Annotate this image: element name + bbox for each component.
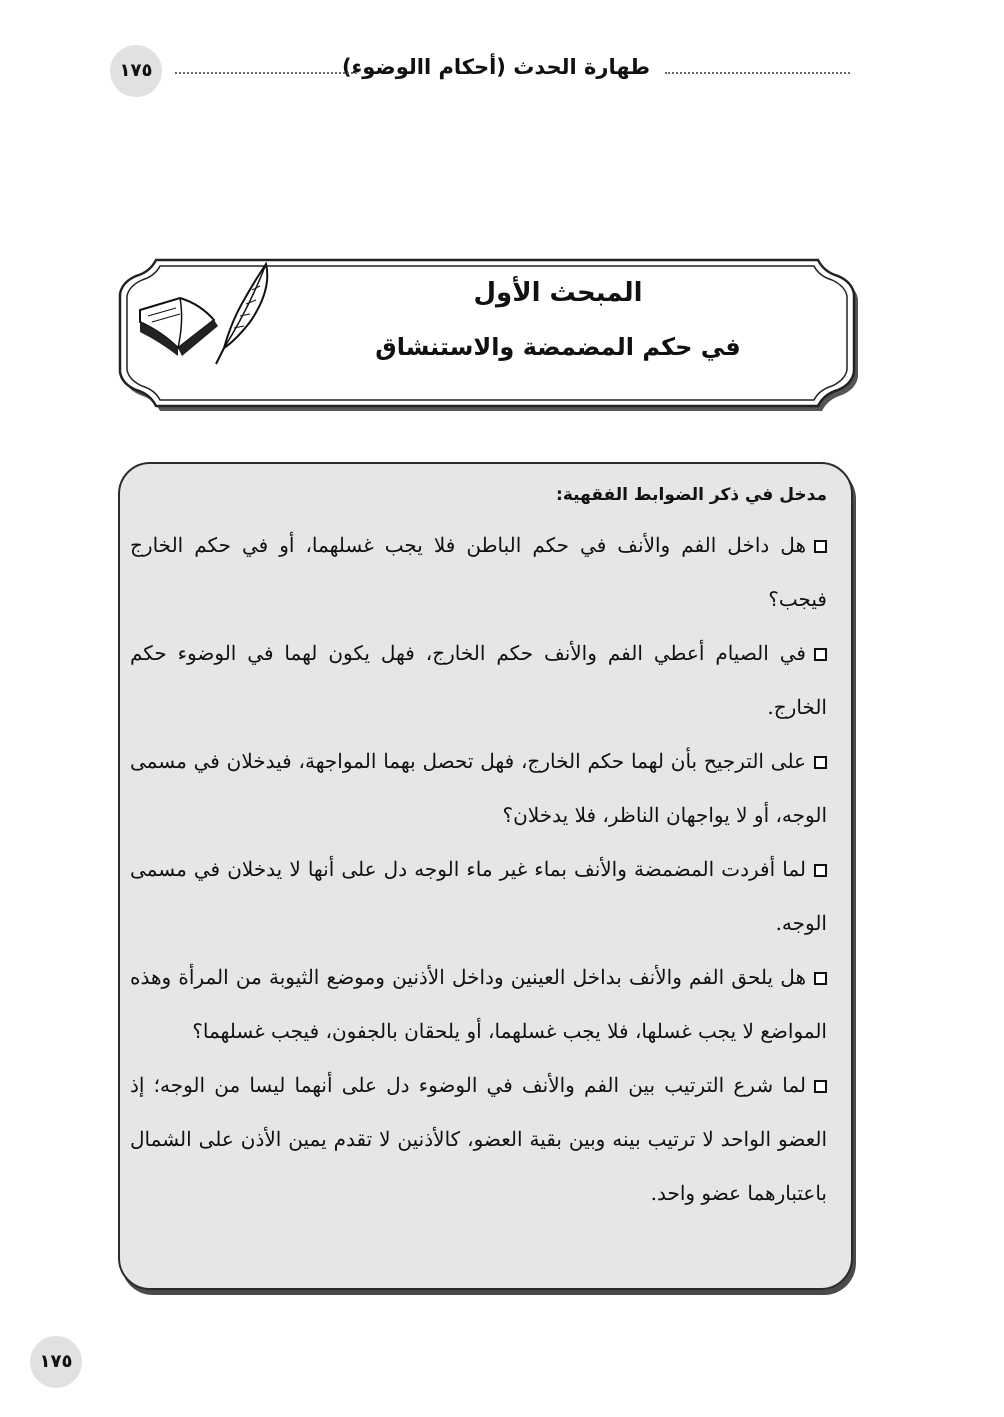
- intro-item-text: هل داخل الفم والأنف في حكم الباطن فلا يجب غسلهما، أو في حكم الخارج فيجب؟: [130, 533, 827, 611]
- checkbox-bullet-icon: [814, 864, 827, 877]
- intro-item-text: على الترجيح بأن لهما حكم الخارج، فهل تحصل بهما المواجهة، فيدخلان في مسمى الوجه، أو لا يواجهان الناظر، فلا يدخلان؟: [130, 749, 827, 827]
- intro-item-text: في الصيام أعطي الفم والأنف حكم الخارج، فهل يكون لهما في الوضوء حكم الخارج.: [130, 641, 827, 719]
- intro-item: [130, 950, 827, 1058]
- checkbox-bullet-icon: [814, 540, 827, 553]
- intro-item: [130, 1058, 827, 1220]
- intro-item: [130, 518, 827, 626]
- intro-item-text: هل يلحق الفم والأنف بداخل العينين وداخل الأذنين وموضع الثيوبة من المرأة وهذه المواضع لا يجب غسلها، فلا يجب غسلهما، أو يلحقان بالجفون، فيجب غسلهما؟: [130, 965, 827, 1043]
- checkbox-bullet-icon: [814, 756, 827, 769]
- checkbox-bullet-icon: [814, 648, 827, 661]
- header-dotted-leader-right: [665, 72, 850, 74]
- intro-item: [130, 626, 827, 734]
- running-header: [110, 45, 850, 97]
- checkbox-bullet-icon: [814, 972, 827, 985]
- intro-item: [130, 734, 827, 842]
- chapter-title: المبحث الأول: [473, 278, 643, 308]
- intro-item-text: لما شرع الترتيب بين الفم والأنف في الوضوء دل على أنهما ليسا من الوجه؛ إذ العضو الواحد لا ترتيب بينه وبين بقية العضو، كالأذنين لا تقدم يمين الأذن على الشمال باعتبارهما عضو واحد.: [130, 1073, 827, 1205]
- book-and-quill-icon: [132, 260, 282, 372]
- chapter-title-frame: [112, 248, 864, 412]
- chapter-subtitle: في حكم المضمضة والاستنشاق: [375, 333, 741, 361]
- intro-heading: مدخل في ذكر الضوابط الفقهية:: [556, 485, 827, 505]
- header-page-number: ١٧٥: [110, 45, 162, 97]
- footer-page-number: ١٧٥: [30, 1336, 82, 1388]
- intro-box: [118, 462, 853, 1290]
- checkbox-bullet-icon: [814, 1080, 827, 1093]
- intro-item: [130, 842, 827, 950]
- chapter-heading: [282, 272, 834, 372]
- intro-item-text: لما أفردت المضمضة والأنف بماء غير ماء الوجه دل على أنها لا يدخلان في مسمى الوجه.: [130, 857, 827, 935]
- header-dotted-leader-left: [175, 72, 357, 74]
- header-title: طهارة الحدث (أحكام االوضوء): [341, 55, 650, 79]
